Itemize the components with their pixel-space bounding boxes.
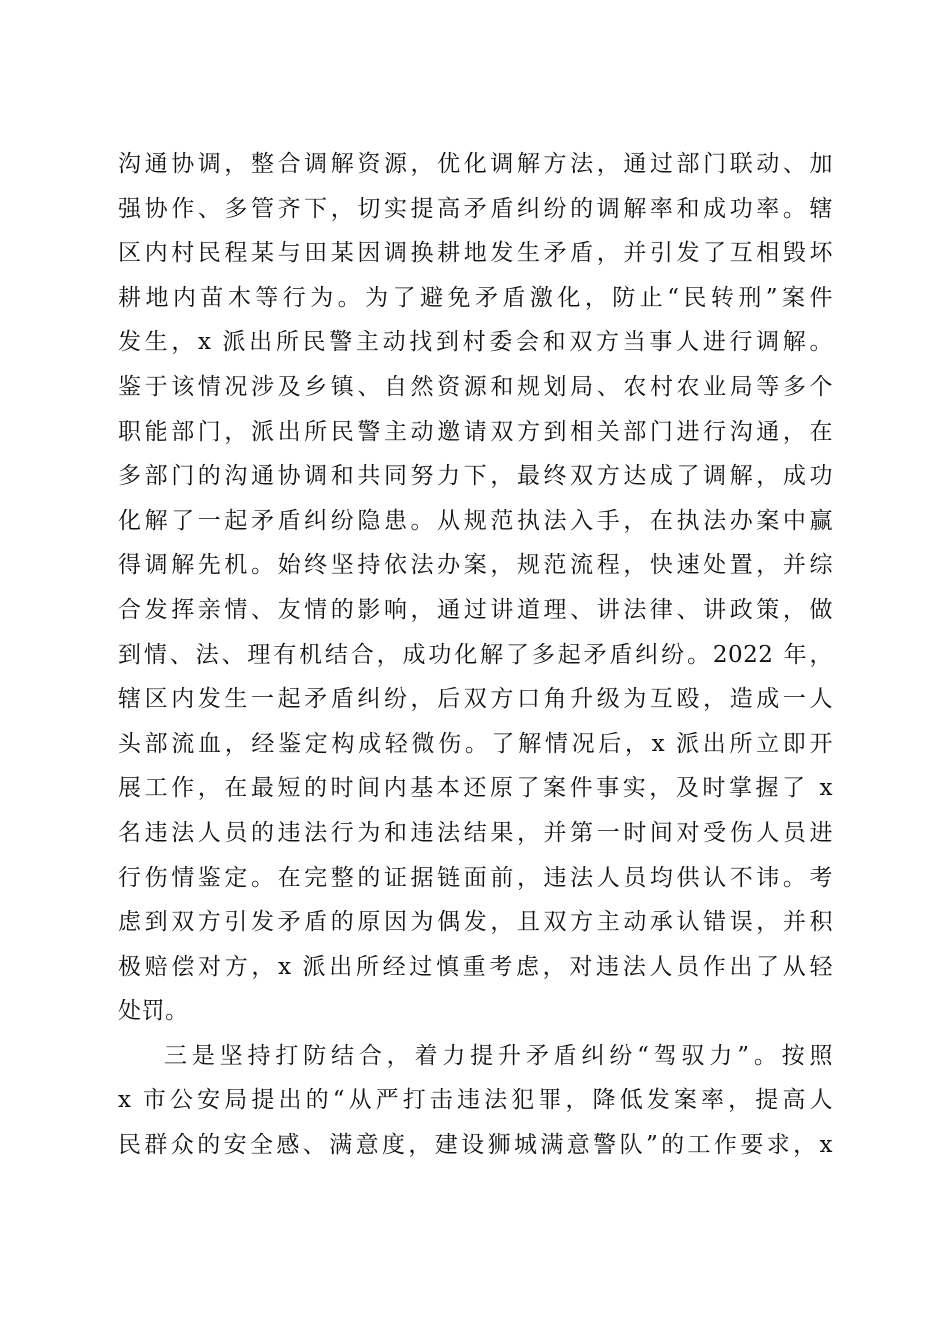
text-line: 化解了一起矛盾纠纷隐患。从规范执法入手，在执法办案中赢 [118,507,833,534]
text-line: 名违法人员的违法行为和违法结果，并第一时间对受伤人员进 [118,819,833,846]
text-line: 耕地内苗木等行为。为了避免矛盾激化，防止“民转刑”案件 [118,284,833,311]
text-line: 三是坚持打防结合，着力提升矛盾纠纷“驾驭力”。按照 [164,1042,833,1069]
text-line: x 市公安局提出的“从严打击违法犯罪，降低发案率，提高人 [118,1087,833,1114]
paragraph-1 [118,142,833,1034]
text-line: 民群众的安全感、满意度，建设狮城满意警队”的工作要求，x [118,1132,833,1159]
text-line: 强协作、多管齐下，切实提高矛盾纠纷的调解率和成功率。辖 [118,195,833,222]
text-line: 职能部门，派出所民警主动邀请双方到相关部门进行沟通，在 [118,418,833,445]
text-line: 行伤情鉴定。在完整的证据链面前，违法人员均供认不讳。考 [118,864,833,891]
text-line: 得调解先机。始终坚持依法办案，规范流程，快速处置，并综 [118,552,833,579]
text-line: 处罚。 [118,998,189,1025]
text-line: 虑到双方引发矛盾的原因为偶发，且双方主动承认错误，并积 [118,909,833,936]
text-line: 极赔偿对方，x 派出所经过慎重考虑，对违法人员作出了从轻 [118,953,833,980]
text-line: 沟通协调，整合调解资源，优化调解方法，通过部门联动、加 [118,151,833,177]
paragraph-2 [118,1034,833,1168]
document-body [118,142,833,1168]
text-line: 区内村民程某与田某因调换耕地发生矛盾，并引发了互相毁坏 [118,240,833,267]
text-line: 展工作，在最短的时间内基本还原了案件事实，及时掌握了 x [118,775,833,802]
text-line: 到情、法、理有机结合，成功化解了多起矛盾纠纷。2022 年， [118,641,833,668]
text-line: 发生，x 派出所民警主动找到村委会和双方当事人进行调解。 [118,329,833,356]
text-line: 辖区内发生一起矛盾纠纷，后双方口角升级为互殴，造成一人 [118,686,833,713]
text-line: 多部门的沟通协调和共同努力下，最终双方达成了调解，成功 [118,463,833,490]
text-line: 鉴于该情况涉及乡镇、自然资源和规划局、农村农业局等多个 [118,373,833,400]
text-line: 合发挥亲情、友情的影响，通过讲道理、讲法律、讲政策，做 [118,596,833,623]
text-line: 头部流血，经鉴定构成轻微伤。了解情况后，x 派出所立即开 [118,730,833,757]
